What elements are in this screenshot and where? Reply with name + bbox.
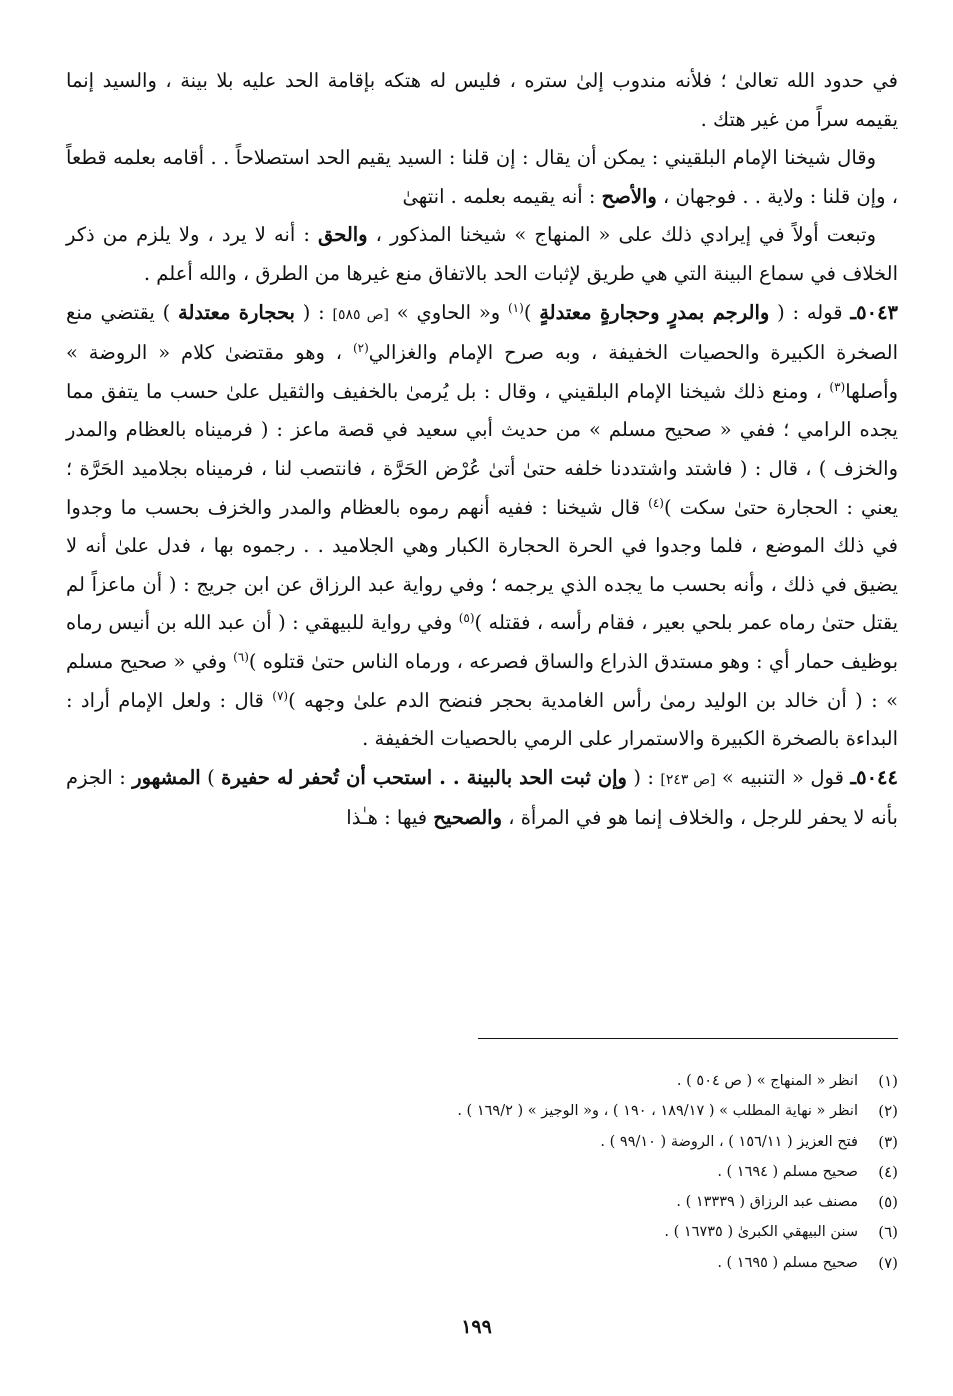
text-segment: ، وهو مقتضىٰ كلام « الروضة » وأصلها <box>66 341 898 403</box>
paragraph-continuation <box>66 62 898 139</box>
footnote-ref-2: (٢) <box>352 341 369 356</box>
text-segment: ) <box>200 765 222 789</box>
text-segment: وفي رواية للبيهقي : ( أن عبد الله بن أنيس رماه بوظيف حمار أي : وهو مستدق الذراع والساق فصرعه ، ورماه الناس حتىٰ قتلوه ) <box>66 611 898 673</box>
footnote-ref-1: (١) <box>507 300 524 315</box>
text-segment: : أنه يقيمه بعلمه . انتهىٰ <box>402 184 602 208</box>
paragraph-5044 <box>66 759 898 838</box>
page-number: ١٩٩ <box>461 1316 492 1338</box>
footnote-text: سنن البيهقي الكبرىٰ ( ١٦٧٣٥ ) . <box>664 1224 858 1241</box>
footnote-text: انظر « المنهاج » ( ص ٥٠٤ ) . <box>676 1073 858 1089</box>
bold-term: والأصح <box>601 184 657 208</box>
footnote-item <box>200 1127 898 1157</box>
footnote-text: مصنف عبد الرزاق ( ١٣٣٣٩ ) . <box>676 1194 858 1211</box>
paragraph-5043 <box>66 294 898 759</box>
footnote-number: (٥) <box>878 1193 898 1212</box>
footnote-number: (٧) <box>878 1253 898 1272</box>
footnote-ref-3: (٣) <box>829 379 846 394</box>
footnote-item <box>200 1096 898 1126</box>
page-reference: [ص ٥٨٥] <box>332 306 389 323</box>
paragraph-bulqini-opinion <box>66 139 898 216</box>
text-segment: ) يقتضي منع الصخرة الكبيرة والحصيات الخفيفة ، وبه صرح الإمام والغزالي <box>66 300 898 365</box>
text-segment: : الجزم بأنه لا يحفر للرجل ، والخلاف إنما هو في المرأة ، <box>66 765 898 830</box>
issue-number: ٥٠٤٣ـ <box>850 300 899 324</box>
main-text <box>66 62 898 838</box>
text-segment: وقال شيخنا الإمام البلقيني : يمكن أن يقال : إن قلنا : السيد يقيم الحد استصلاحاً . . أقامه بعلمه قطعاً ، وإن قلنا : ولاية . . فوجهان ، <box>66 146 898 208</box>
footnote-number: (١) <box>878 1072 898 1090</box>
footnote-item <box>200 1066 898 1096</box>
footnote-text: صحيح مسلم ( ١٦٩٥ ) . <box>717 1254 858 1271</box>
text-segment: قول « التنبيه » <box>715 765 851 789</box>
footnote-ref-7: (٧) <box>272 688 289 703</box>
footnote-item <box>200 1248 898 1278</box>
footnote-number: (٤) <box>878 1162 898 1181</box>
issue-number: ٥٠٤٤ـ <box>850 765 898 789</box>
footnote-ref-6: (٦) <box>233 649 249 664</box>
footnote-item <box>200 1157 898 1187</box>
text-segment: فيها : هـٰذا <box>346 806 434 830</box>
footnote-number: (٢) <box>878 1102 898 1121</box>
text-segment: و« الحاوي » <box>388 300 508 324</box>
footnote-text: انظر « نهاية المطلب » ( ١٨٩/١٧ ، ١٩٠ ) ، و« الوجيز » ( ١٦٩/٢ ) . <box>457 1103 858 1120</box>
text-segment: قوله : ( <box>769 300 851 324</box>
footnotes <box>200 1066 898 1278</box>
text-segment: قال : ولعل الإمام أراد : البداءة بالصخرة الكبيرة والاستمرار على الرمي بالحصيات الخفيفة . <box>66 688 898 751</box>
text-segment: وفي « صحيح مسلم » : ( أن خالد بن الوليد رمىٰ رأس الغامدية بحجر فنضح الدم علىٰ وجهه ) <box>66 649 898 712</box>
bold-term: والحق <box>317 223 368 247</box>
footnote-number: (٦) <box>878 1223 898 1242</box>
paragraph-author-note <box>66 216 898 293</box>
text-segment: : ( <box>626 765 661 789</box>
bold-term: المشهور <box>132 765 201 789</box>
text-segment: ) <box>523 300 540 324</box>
footnote-ref-4: (٤) <box>648 495 664 510</box>
footnote-item <box>200 1217 898 1247</box>
footnote-item <box>200 1187 898 1217</box>
quoted-text: وإن ثبت الحد بالبينة . . استحب أن تُحفر له حفيرة <box>221 765 627 789</box>
footnote-number: (٣) <box>878 1132 898 1151</box>
footnote-text: فتح العزيز ( ١٥٦/١١ ) ، الروضة ( ٩٩/١٠ ) . <box>600 1133 858 1150</box>
text-segment: ، ومنع ذلك شيخنا الإمام البلقيني ، وقال : بل يُرمىٰ بالخفيف والثقيل علىٰ حسب ما يتفق مما يجده الرامي ؛ ففي « صحيح مسلم » من حديث أبي سعيد في قصة ماعز : ( فرميناه بالعظام والمدر والخزف ) ، قال : ( فاشتد واشتددنا خلفه حتىٰ أتىٰ عُرْض الحَرَّة ، فانتصب لنا ، فرميناه بجلاميد الحَرَّة ؛ يعني : الحجارة حتىٰ سكت ) <box>66 379 898 519</box>
text-segment: قال شيخنا : ففيه أنهم رموه بالعظام والمدر والخزف بحسب ما وجدوا في ذلك الموضع ، فلما وجدوا في الحرة الحجارة الكبار وهي الجلاميد . . رجموه بها ، فدل علىٰ أنه لا يضيق في ذلك ، وأنه بحسب ما يجده الذي يرجمه ؛ وفي رواية عبد الرزاق عن ابن جريج : ( أن ماعزاً لم يقتل حتىٰ رماه عمر بلحي بعير ، فقام رأسه ، فقتله ) <box>66 495 899 635</box>
footnote-ref-5: (٥) <box>458 611 475 626</box>
text-segment: في حدود الله تعالىٰ ؛ فلأنه مندوب إلىٰ ستره ، فليس له هتكه بإقامة الحد عليه بلا بينة ، والسيد إنما يقيمه سراً من غير هتك . <box>66 69 898 131</box>
text-segment: : ( <box>294 300 333 324</box>
quoted-text: بحجارة معتدلة <box>178 300 295 324</box>
bold-term: والصحيح <box>433 806 502 830</box>
page-reference: [ص ٢٤٣] <box>660 771 716 788</box>
footnote-divider <box>478 1038 898 1039</box>
quoted-text: والرجم بمدرٍ وحجارةٍ معتدلةٍ <box>539 300 770 324</box>
text-segment: : أنه لا يرد ، ولا يلزم من ذكر الخلاف في سماع البينة التي هي طريق لإثبات الحد بالاتفاق منع غيرها من الطرق ، والله أعلم . <box>66 223 898 285</box>
text-segment: وتبعت أولاً في إيرادي ذلك على « المنهاج » شيخنا المذكور ، <box>367 223 876 247</box>
footnote-text: صحيح مسلم ( ١٦٩٤ ) . <box>717 1163 858 1180</box>
